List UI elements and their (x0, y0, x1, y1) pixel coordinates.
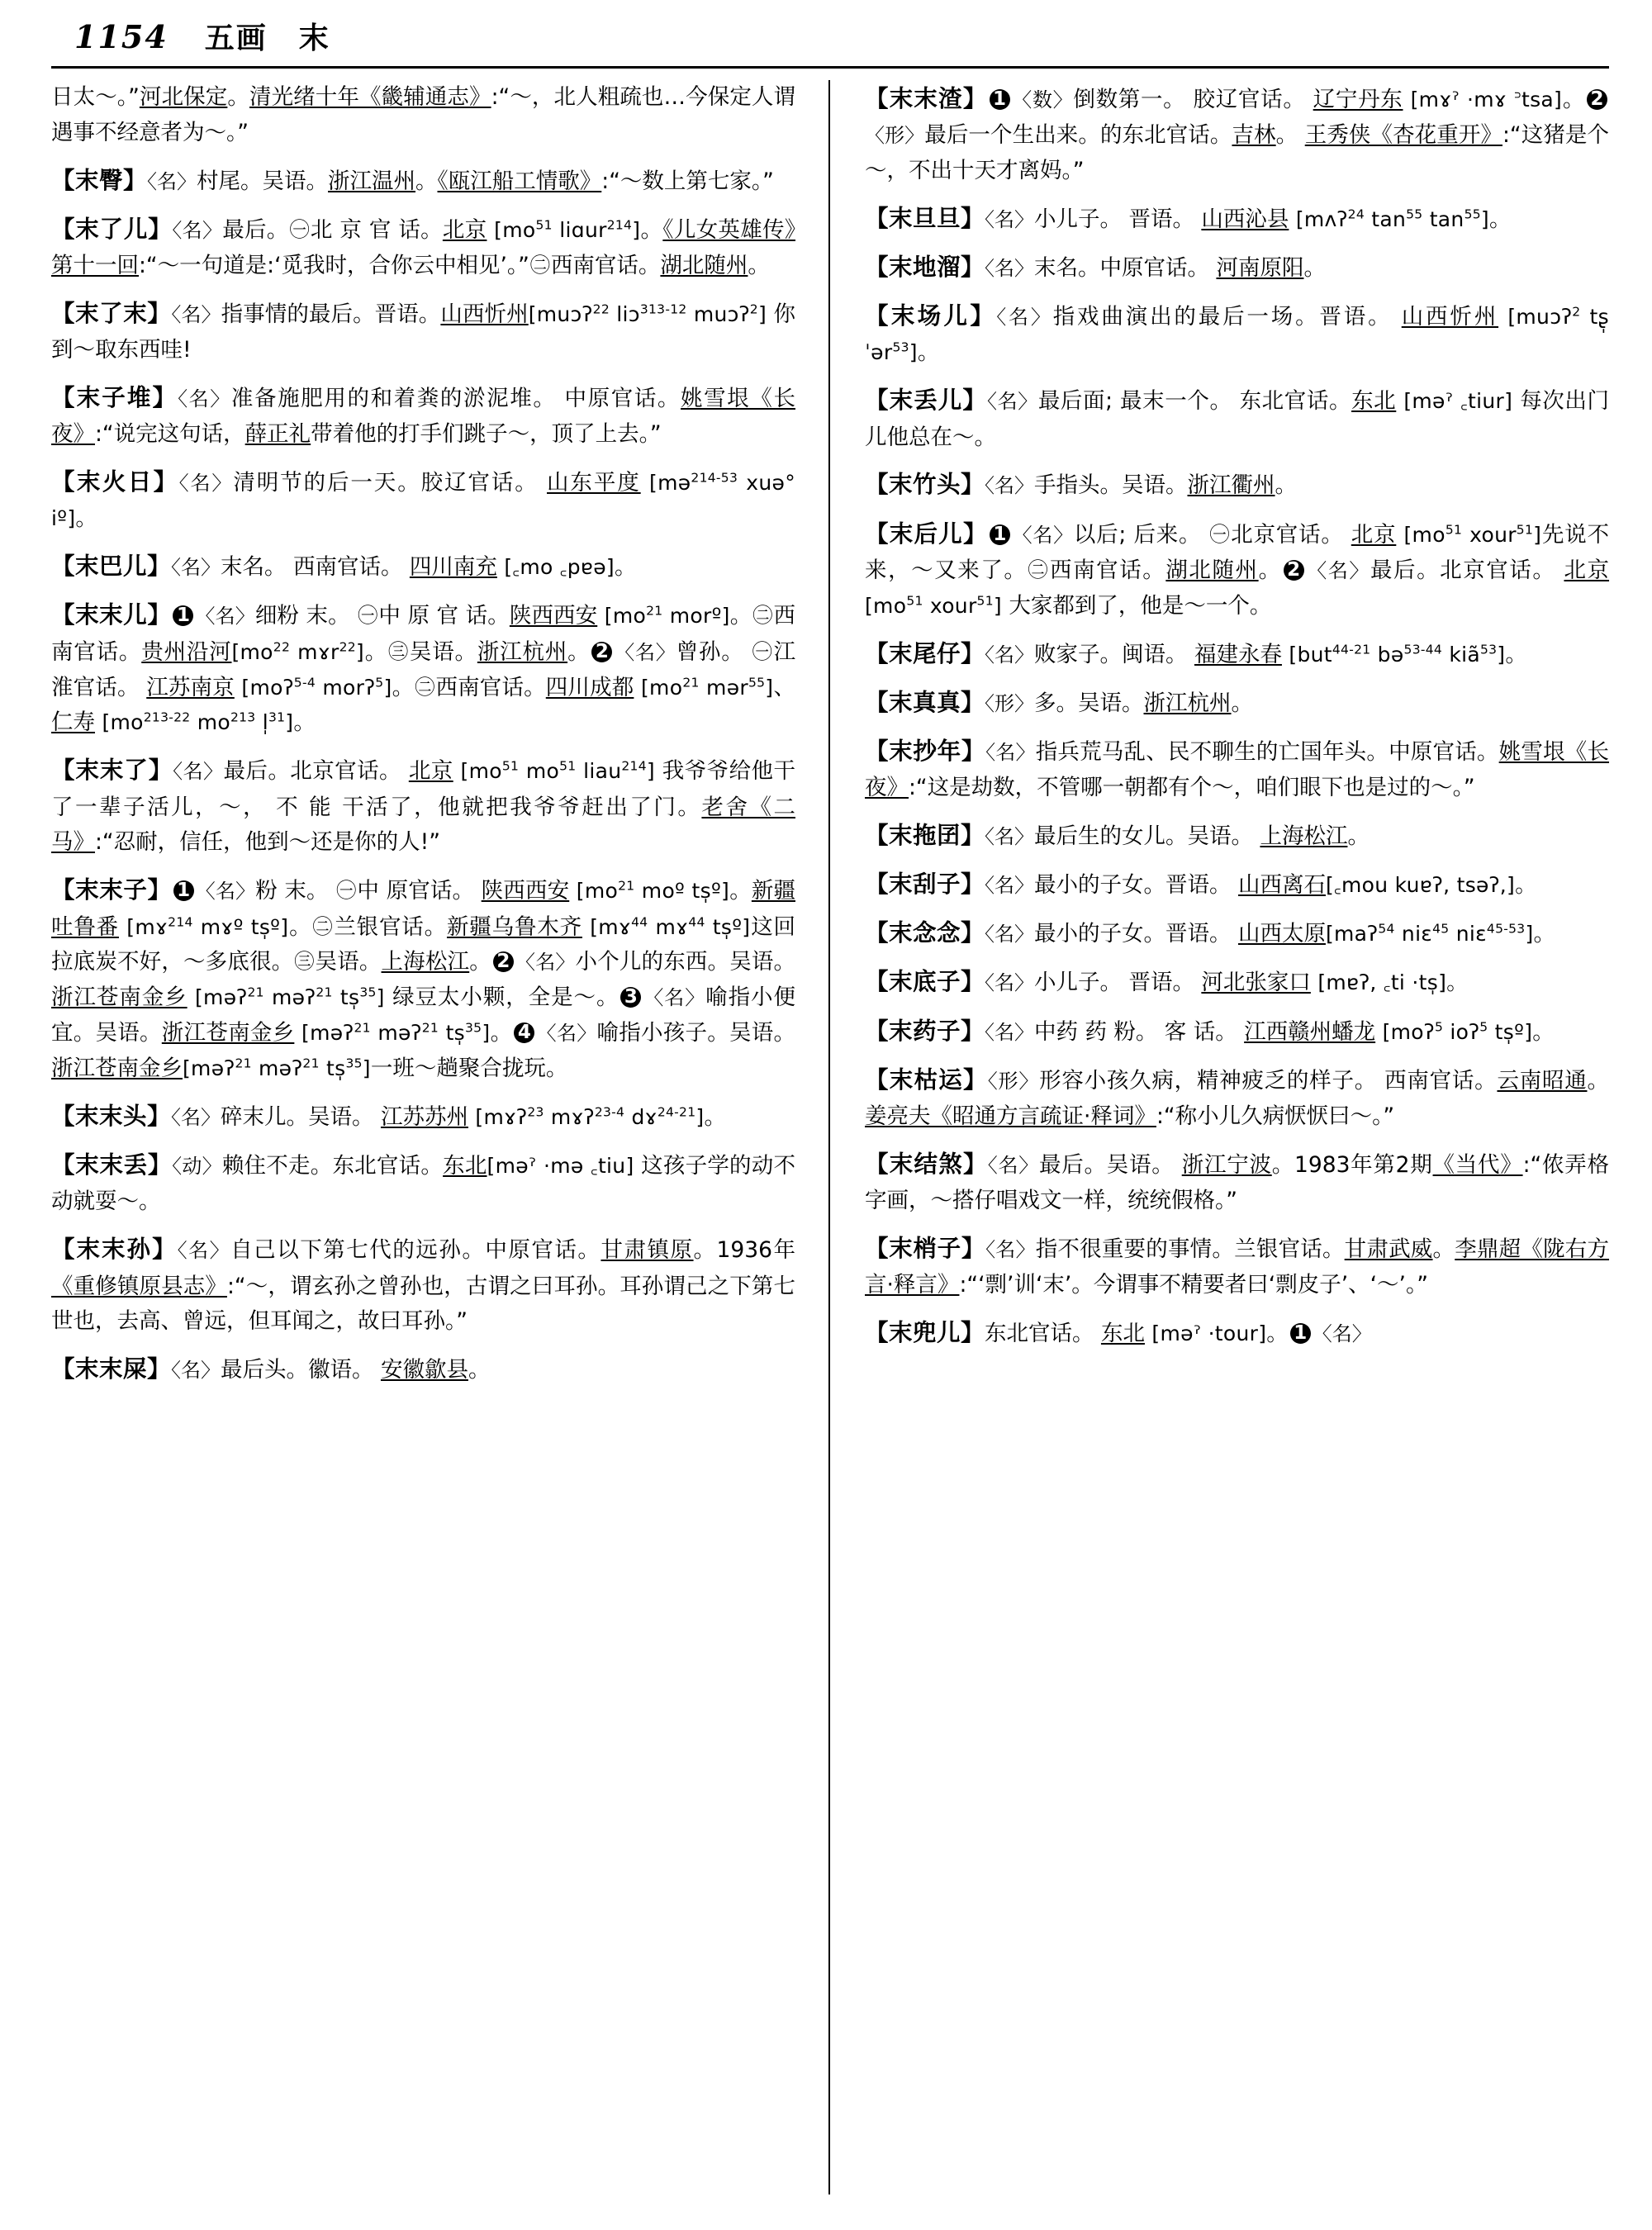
running-head: 五画 末 (204, 21, 330, 55)
dictionary-entry: 日太～。”河北保定。清光绪十年《畿辅通志》:“～，北人粗疏也…今保定人谓遇事不经意者为～。” (51, 84, 796, 145)
dictionary-entry: 【末末儿】 1 〈名〉细粉 末。 ㊀中 原 官 话。陕西西安 [$mo^{21}$ morº]。㊁西南官话。贵州沿河[$mo^{22}$ mɤr$^{22}$]。㊂吴语。浙江杭州。 2 〈名〉曾孙。 ㊀江淮官话。 江苏南京 [moʔ$^{5-4}$ morʔ$^5$]。㊁西南官话。四川成都 [$mo^{21}$ mər$^{55}$]、仁寿 [$mo^{213-22}$ $mo^{213}$ l̩$^{31}$]。 (51, 601, 796, 736)
dictionary-entry: 【末末孙】〈名〉自己以下第七代的远孙。中原官话。甘肃镇原。1936年《重修镇原县志》:“～，谓玄孙之曾孙也，古谓之曰耳孙。耳孙谓己之下第七世也，去高、曾远，但耳闻之，故曰耳孙。” (51, 1236, 796, 1335)
page-number: 1154 (74, 18, 169, 55)
dictionary-entry: 【末末丢】〈动〉赖住不走。东北官话。东北[məˀ ·mə ꜀tiu] 这孩子学的动不动就耍～。 (51, 1151, 796, 1215)
dictionary-entry: 【末火日】〈名〉清明节的后一天。胶辽官话。 山东平度 [mə$^{214-53}$ xuə° iº]。 (51, 468, 795, 532)
dictionary-entry: 【末末子】 1 〈名〉粉 末。 ㊀中 原官话。 陕西西安 [$mo^{21}$ moº ts̩º]。新疆吐鲁番 [mɤ$^{214}$ mɤº ts̩º]。㊁兰银官话。新疆乌鲁木齐 [mɤ$^{44}$ mɤ$^{44}$ ts̩º]这回拉底炭不好，～多底很。㊂吴语。上海松江。 2 〈名〉小个儿的东西。吴语。浙江苍南金乡 [məʔ$^{21}$ məʔ$^{21}$ ts̩$^{35}$] 绿豆太小颗，全是～。 3 〈名〉喻指小便宜。吴语。浙江苍南金乡 [məʔ$^{21}$ məʔ$^{21}$ ts̩$^{35}$]。 4 〈名〉喻指小孩子。吴语。浙江苍南金乡[məʔ$^{21}$ məʔ$^{21}$ ts̩$^{35}$]一班～趟聚合拢玩。 (51, 876, 796, 1082)
dictionary-entry: 【末拖囝】〈名〉最后生的女儿。吴语。 上海松江。 (865, 822, 1370, 850)
dictionary-entry: 【末刮子】〈名〉最小的子女。晋语。 山西离石[꜀mou kuɐʔ, tsəʔ,]。 (865, 871, 1537, 899)
dictionary-entry: 【末底子】〈名〉小儿子。 晋语。 河北张家口 [mɐʔ, ꜀ti ·ts̩]。 (865, 968, 1469, 996)
dictionary-entry: 【末念念】〈名〉最小的子女。晋语。 山西太原[maʔ$^{54}$ niɛ$^{45}$ niɛ$^{45-53}$]。 (865, 919, 1556, 947)
dictionary-entry: 【末梢子】〈名〉指不很重要的事情。兰银官话。甘肃武威。李鼎超《陇右方言·释言》:“‘剽’训‘末’。今谓事不精要者曰‘剽皮子’、‘～’。” (865, 1234, 1610, 1298)
dictionary-entry: 【末末了】〈名〉最后。北京官话。 北京 [$mo^{51}$ $mo^{51}$ liau$^{214}$] 我爷爷给他干了一辈子活儿，～， 不 能 干活了，他就把我爷爷赶出了门。老舍《二马》:“忍耐，信任，他到～还是你的人!” (51, 757, 795, 856)
dictionary-entry: 【末末头】〈名〉碎末儿。吴语。 江苏苏州 [mɤʔ$^{23}$ mɤʔ$^{23-4}$ dɤ$^{24-21}$]。 (51, 1103, 726, 1131)
dictionary-entry: 【末了儿】〈名〉最后。㊀北 京 官 话。北京 [$mo^{51}$ liɑur$^{214}$]。《儿女英雄传》第十一回:“～一句道是:‘觅我时，合你云中相见’。”㊁西南官话。湖北随州。 (51, 216, 796, 279)
dictionary-entry: 【末旦旦】〈名〉小儿子。 晋语。 山西沁县 [mʌʔ$^{24}$ $\tan^{55} \tan^{55}$]。 (865, 205, 1512, 232)
dictionary-entry: 【末药子】〈名〉中药 药 粉。 客 话。 江西赣州蟠龙 [moʔ$^5$ ioʔ$^5$ ts̩º]。 (865, 1017, 1555, 1045)
header-rule (51, 66, 1609, 69)
dictionary-entry: 【末真真】〈形〉多。吴语。浙江杭州。 (865, 688, 1254, 716)
dictionary-entry: 【末子堆】〈名〉准备施肥用的和着粪的淤泥堆。 中原官话。姚雪垠《长夜》:“说完这句话，薛正礼带着他的打手们跳子～，顶了上去。” (51, 384, 795, 448)
dictionary-entry: 【末竹头】〈名〉手指头。吴语。浙江衢州。 (865, 471, 1298, 499)
dictionary-entry: 【末地溜】〈名〉末名。中原官话。 河南原阳。 (865, 254, 1326, 282)
dictionary-entry: 【末枯运】〈形〉形容小孩久病，精神疲乏的样子。 西南官话。云南昭通。姜亮夫《昭通方言疏证·释词》:“称小儿久病恹恹曰～。” (865, 1065, 1609, 1129)
two-column-body (51, 80, 1609, 2194)
left-column (51, 80, 830, 2194)
dictionary-entry: 【末末屎】〈名〉最后头。徽语。 安徽歙县。 (51, 1355, 491, 1383)
dictionary-entry: 【末了末】〈名〉指事情的最后。晋语。山西忻州[muɔʔ$^{22}$ liɔ$^{313-12}$ muɔʔ$^2$] 你到～取东西哇! (51, 300, 795, 363)
dictionary-entry: 【末巴儿】〈名〉末名。 西南官话。 四川南充 [꜀mo ꜀pɐə]。 (51, 553, 637, 581)
dictionary-entry: 【末臀】〈名〉村尾。吴语。浙江温州。《瓯江船工情歌》:“～数上第七家。” (51, 166, 774, 194)
dictionary-entry: 【末后儿】 1 〈名〉以后; 后来。 ㊀北京官话。 北京 [$mo^{51}$ xour$^{51}$]先说不来，～又来了。㊁西南官话。湖北随州。 2 〈名〉最后。北京官话。 北京 [$mo^{51}$ xour$^{51}$] 大家都到了，他是～一个。 (865, 520, 1610, 619)
dictionary-entry: 【末丢儿】〈名〉最后面; 最末一个。 东北官话。东北 [məˀ ꜀tiur] 每次出门儿他总在～。 (865, 387, 1609, 450)
dictionary-entry: 【末兜儿】东北官话。 东北 [məˀ ·tour]。 1 〈名〉 (865, 1319, 1372, 1347)
dictionary-entry: 【末结煞】〈名〉最后。吴语。 浙江宁波。1983年第2期《当代》:“侬弄格字画，～搭仔唱戏文一样，统统假格。” (865, 1150, 1609, 1214)
dictionary-entry: 【末尾仔】〈名〉败家子。闽语。 福建永春 [but$^{44-21}$ bə$^{53-44}$ kiã$^{53}$]。 (865, 639, 1527, 667)
page-header (51, 15, 1609, 61)
right-column (830, 80, 1609, 2194)
dictionary-entry: 【末场儿】〈名〉指戏曲演出的最后一场。晋语。 山西忻州 [muɔʔ$^2$ tʂ̩ˈər$^{53}$]。 (865, 302, 1609, 366)
dictionary-entry: 【末末渣】 1 〈数〉倒数第一。 胶辽官话。 辽宁丹东 [mɤˀ ·mɤ ꜄tsa]。 2〈形〉最后一个生出来。的东北官话。吉林。 王秀侠《杏花重开》:“这猪是个～，不出十天才离妈。” (865, 85, 1609, 184)
dictionary-entry: 【末抄年】〈名〉指兵荒马乱、民不聊生的亡国年头。中原官话。姚雪垠《长夜》:“这是劫数，不管哪一朝都有个～，咱们眼下也是过的～。” (865, 737, 1610, 801)
